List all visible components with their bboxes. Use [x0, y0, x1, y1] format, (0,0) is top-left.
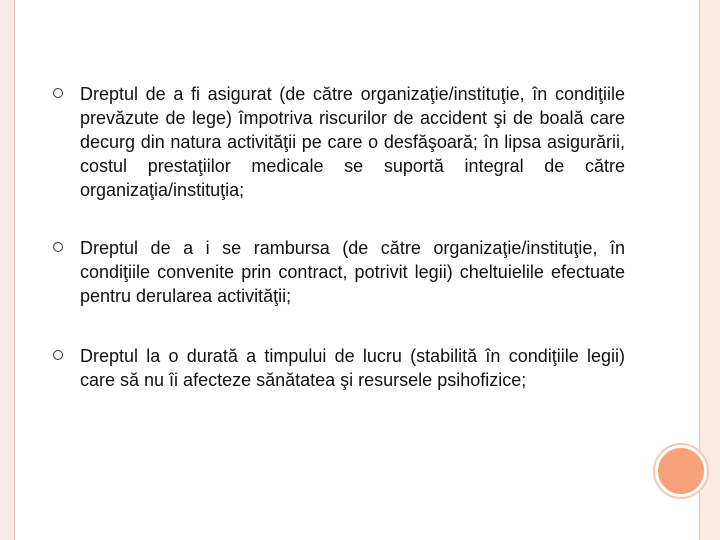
- hollow-circle-bullet-icon: [53, 88, 63, 98]
- bullet-text: Dreptul de a i se rambursa (de către organizaţie/instituţie, în condiţiile convenite prin contract, potrivit legii) cheltuielile efectuate pentru derularea activităţii;: [80, 238, 625, 306]
- bullet-item: [53, 344, 625, 392]
- bullet-item: [53, 82, 625, 202]
- bullet-item: [53, 236, 625, 308]
- slide-card: [14, 0, 700, 540]
- bullet-list: [53, 82, 625, 426]
- bullet-text: Dreptul la o durată a timpului de lucru (stabilită în condiţiile legii) care să nu îi afecteze sănătatea şi resursele psihofizice;: [80, 346, 625, 390]
- decorative-accent-circle: [655, 445, 707, 497]
- bullet-text: Dreptul de a fi asigurat (de către organizaţie/instituţie, în condiţiile prevăzute de lege) împotriva riscurilor de accident şi de boală care decurg din natura activităţii pe care o desfăşoară; în lipsa asigurării, costul prestaţiilor medicale se suportă integral de către organizaţia/instituţia;: [80, 84, 625, 200]
- hollow-circle-bullet-icon: [53, 350, 63, 360]
- hollow-circle-bullet-icon: [53, 242, 63, 252]
